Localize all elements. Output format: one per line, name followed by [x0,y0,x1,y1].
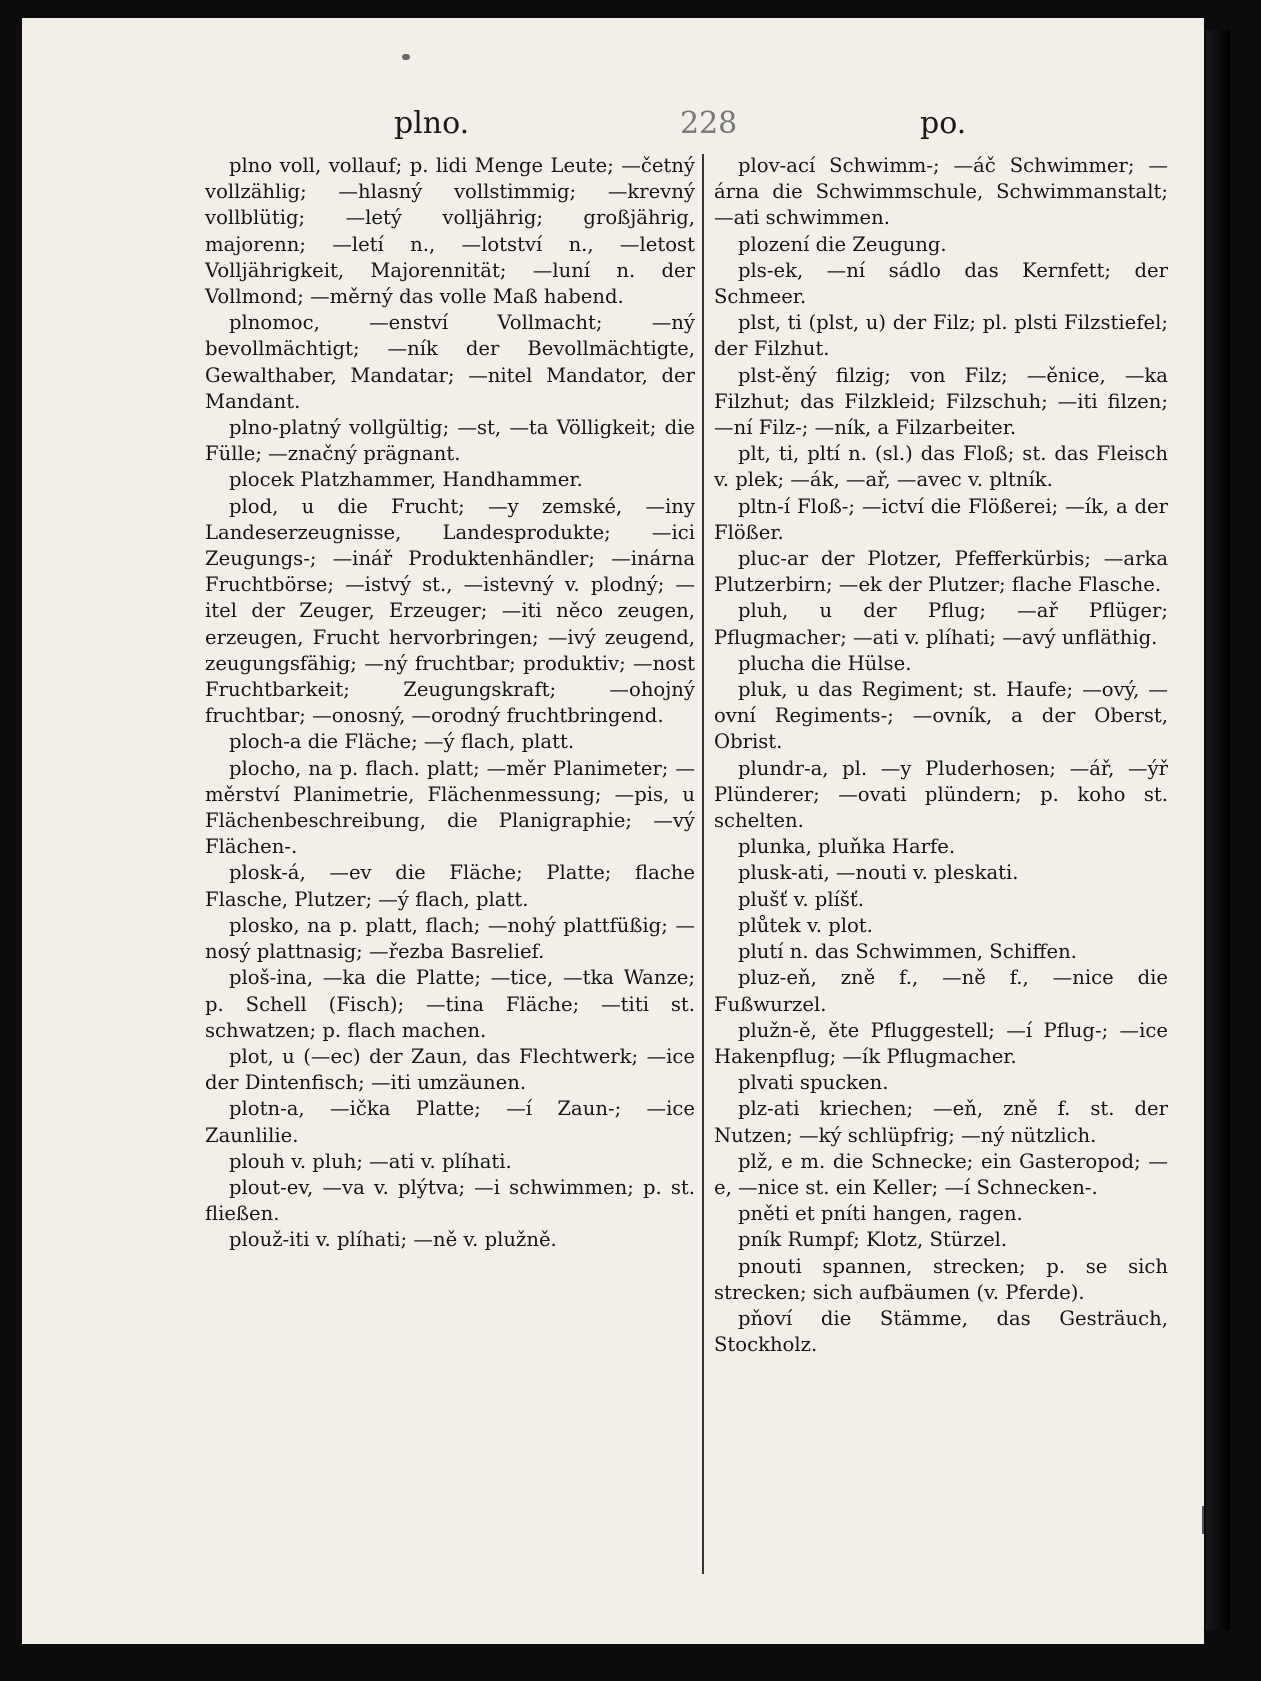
entry: pltn-í Floß-; —ictví die Flößerei; —ík, a der Flößer. [714,494,1168,544]
entry: pluz-eň, zně f., —ně f., —nice die Fußwurzel. [714,966,1168,1016]
entry: plůtek v. plot. [738,913,873,937]
entry: pňoví die Stämme, das Gesträuch, Stockholz. [714,1306,1168,1357]
entry: plot, u (—ec) der Zaun, das Flechtwerk; —ice der Dintenfisch; —iti umzäunen. [205,1044,695,1095]
margin-mark [1202,1506,1204,1534]
entry: plno voll, vollauf; p. lidi Menge Leute; —četný vollzählig; —hlasný vollstimmig; —krevný vollblütig; —letý volljährig; großjährig, majorenn; —letí n., —lotství n., —letost Volljährigkeit, Majorennität; —luní n. der Vollmond; —měrný das volle Maß habend. [205,154,695,309]
entry: plouž-iti v. plíhati; —ně v. plužně. [229,1228,557,1252]
entry: plužn-ě, ěte Pfluggestell; —í Pflug-; —ice Hakenpflug; —ík Pflugmacher. [714,1018,1168,1068]
entry: plucha die Hülse. [738,651,912,675]
entry: plout-ev, —va v. plýtva; —i schwimmen; p. st. fließen. [205,1175,695,1226]
entry: plvati spucken. [738,1071,889,1095]
entry: plundr-a, pl. —y Pluderhosen; —ář, —ýř Plünderer; —ovati plündern; p. koho st. schelten. [714,756,1168,833]
entry: plž, e m. die Schnecke; ein Gasteropod; —e, —nice st. ein Keller; —í Schnecken-. [714,1149,1168,1199]
entry: plt, ti, pltí n. (sl.) das Floß; st. das Fleisch v. plek; —ák, —ař, —avec v. pltník. [714,442,1168,492]
page-header [22,106,1204,146]
entry: plusk-ati, —nouti v. pleskati. [738,861,1019,885]
column-divider [702,154,704,1574]
entry: plotn-a, —ička Platte; —í Zaun-; —ice Zaunlilie. [205,1097,695,1147]
entry: pník Rumpf; Klotz, Stürzel. [738,1228,1008,1252]
entry: pluk, u das Regiment; st. Haufe; —ový, —ovní Regiments-; —ovník, a der Oberst, Obrist. [714,678,1168,754]
entry: plosko, na p. platt, flach; —nohý plattfüßig; —nosý plattnasig; —řezba Basrelief. [205,913,695,964]
dictionary-page [22,18,1204,1644]
entry: plst-ěný filzig; von Filz; —ěnice, —ka Filzhut; das Filzkleid; Filzschuh; —iti filzen; —ní Filz-; —ník, a Filzarbeiter. [714,363,1168,440]
entry: pněti et pníti hangen, ragen. [738,1202,1023,1226]
entry: plst, ti (plst, u) der Filz; pl. plsti Filzstiefel; der Filzhut. [714,311,1168,361]
scan-border [1206,30,1230,1630]
entry: plno-platný vollgültig; —st, —ta Völligkeit; die Fülle; —značný prägnant. [205,416,695,466]
entry: plocek Platzhammer, Handhammer. [229,468,583,492]
entry: plutí n. das Schwimmen, Schiffen. [738,940,1077,964]
page-number: 228 [680,106,738,141]
left-guide-word: plno. [394,106,470,141]
right-guide-word: po. [920,106,967,141]
entry: ploch-a die Fläche; —ý flach, platt. [229,730,575,754]
entry: pluh, u der Pflug; —ař Pflüger; Pflugmacher; —ati v. plíhati; —avý unfläthig. [714,599,1168,649]
entry: plnomoc, —enství Vollmacht; —ný bevollmächtigt; —ník der Bevollmächtigte, Gewalthaber, Mandatar; —nitel Mandator, der Mandant. [205,311,695,413]
entry: plod, u die Frucht; —y zemské, —iny Landeserzeugnisse, Landesprodukte; —ici Zeugungs-; —inář Produktenhändler; —inárna Fruchtbörse; —istvý st., —istevný v. plodný; —itel der Zeuger, Erzeuger; —iti něco zeugen, erzeugen, Frucht hervorbringen; —ivý zeugend, zeugungsfähig; —ný fruchtbar; produktiv; —nost Fruchtbarkeit; Zeugungskraft; —ohojný fruchtbar; —onosný, —orodný fruchtbringend. [205,494,695,728]
entry: plov-ací Schwimm-; —áč Schwimmer; —árna die Schwimmschule, Schwimmanstalt; —ati schwimmen. [714,154,1168,230]
ink-spot [402,54,410,60]
entry: plouh v. pluh; —ati v. plíhati. [229,1149,512,1173]
entry: plocho, na p. flach. platt; —měr Planimeter; —měrství Planimetrie, Flächenmessung; —pis, u Flächenbeschreibung, die Planigraphie; —vý Flächen-. [205,756,695,859]
entry: plosk-á, —ev die Fläche; Platte; flache Flasche, Plutzer; —ý flach, platt. [205,861,695,911]
entry: plunka, pluňka Harfe. [738,835,956,859]
entry: pls-ek, —ní sádlo das Kernfett; der Schmeer. [714,258,1168,309]
right-column [714,153,1168,1358]
entry: plození die Zeugung. [738,232,947,256]
left-column [205,153,695,1254]
entry: pluc-ar der Plotzer, Pfefferkürbis; —arka Plutzerbirn; —ek der Plutzer; flache Flasche. [714,547,1168,597]
entry: plz-ati kriechen; —eň, zně f. st. der Nutzen; —ký schlüpfrig; —ný nützlich. [714,1097,1168,1147]
entry: plušť v. plíšť. [738,887,865,911]
entry: ploš-ina, —ka die Platte; —tice, —tka Wanze; p. Schell (Fisch); —tina Fläche; —titi st. schwatzen; p. flach machen. [205,966,695,1042]
entry: pnouti spannen, strecken; p. se sich strecken; sich aufbäumen (v. Pferde). [714,1254,1168,1304]
